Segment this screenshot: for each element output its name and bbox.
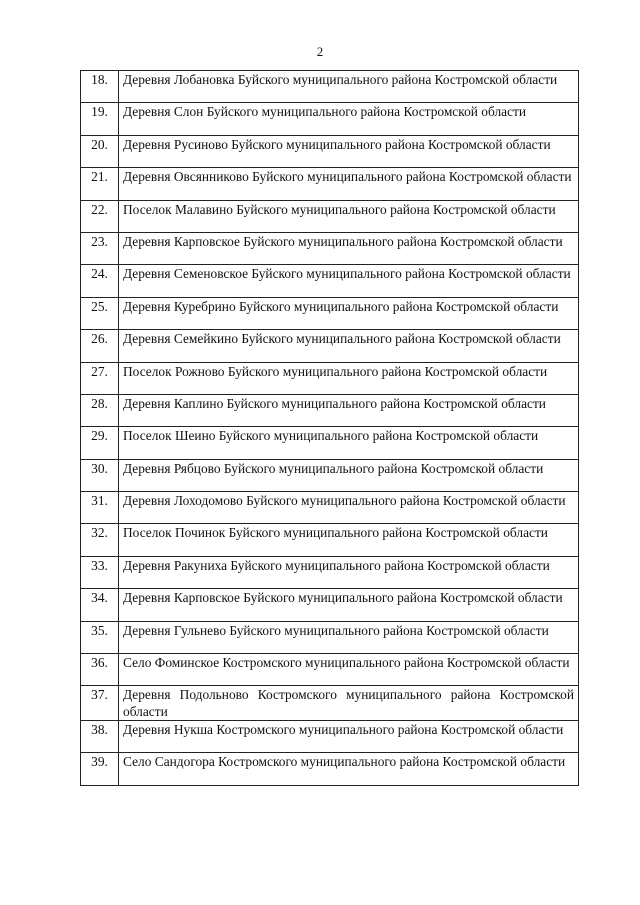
table-row (81, 330, 579, 362)
table-row (81, 427, 579, 459)
table-row (81, 589, 579, 621)
settlement-name: Деревня Нукша Костромского муниципального района Костромской области (119, 720, 579, 752)
row-number: 24. (81, 265, 119, 297)
row-number: 26. (81, 330, 119, 362)
settlement-name: Поселок Шеино Буйского муниципального района Костромской области (119, 427, 579, 459)
table-row (81, 103, 579, 135)
table-row (81, 71, 579, 103)
table-row (81, 362, 579, 394)
table-row (81, 524, 579, 556)
settlement-name: Деревня Рябцово Буйского муниципального района Костромской области (119, 459, 579, 491)
row-number: 33. (81, 556, 119, 588)
table-row (81, 459, 579, 491)
row-number: 19. (81, 103, 119, 135)
table-row (81, 232, 579, 264)
table-row (81, 686, 579, 720)
row-number: 30. (81, 459, 119, 491)
table-row (81, 753, 579, 785)
row-number: 27. (81, 362, 119, 394)
page-number: 2 (316, 44, 324, 59)
table-row (81, 621, 579, 653)
table-row (81, 297, 579, 329)
row-number: 34. (81, 589, 119, 621)
settlement-name: Деревня Ракуниха Буйского муниципального района Костромской области (119, 556, 579, 588)
settlement-name: Деревня Лобановка Буйского муниципального района Костромской области (119, 71, 579, 103)
settlements-table-body (81, 71, 579, 786)
table-row (81, 200, 579, 232)
row-number: 23. (81, 232, 119, 264)
table-row (81, 135, 579, 167)
table-row (81, 654, 579, 686)
settlement-name: Деревня Карповское Буйского муниципального района Костромской области (119, 589, 579, 621)
settlements-table (80, 70, 579, 786)
table-row (81, 265, 579, 297)
settlement-name: Поселок Рожново Буйского муниципального района Костромской области (119, 362, 579, 394)
settlement-name: Деревня Семеновское Буйского муниципального района Костромской области (119, 265, 579, 297)
settlement-name: Село Сандогора Костромского муниципального района Костромской области (119, 753, 579, 785)
settlement-name: Деревня Русиново Буйского муниципального района Костромской области (119, 135, 579, 167)
row-number: 21. (81, 168, 119, 200)
row-number: 32. (81, 524, 119, 556)
settlement-name: Деревня Каплино Буйского муниципального района Костромской области (119, 394, 579, 426)
settlement-name: Деревня Лоходомово Буйского муниципального района Костромской области (119, 492, 579, 524)
settlement-name: Деревня Слон Буйского муниципального района Костромской области (119, 103, 579, 135)
row-number: 38. (81, 720, 119, 752)
row-number: 28. (81, 394, 119, 426)
row-number: 18. (81, 71, 119, 103)
settlement-name: Деревня Куребрино Буйского муниципального района Костромской области (119, 297, 579, 329)
row-number: 35. (81, 621, 119, 653)
settlement-name: Деревня Семейкино Буйского муниципального района Костромской области (119, 330, 579, 362)
row-number: 25. (81, 297, 119, 329)
settlement-name: Деревня Гульнево Буйского муниципального района Костромской области (119, 621, 579, 653)
row-number: 31. (81, 492, 119, 524)
row-number: 20. (81, 135, 119, 167)
row-number: 29. (81, 427, 119, 459)
row-number: 36. (81, 654, 119, 686)
row-number: 37. (81, 686, 119, 720)
table-row (81, 168, 579, 200)
settlement-name: Деревня Карповское Буйского муниципального района Костромской области (119, 232, 579, 264)
table-row (81, 492, 579, 524)
settlement-name: Село Фоминское Костромского муниципального района Костромской области (119, 654, 579, 686)
table-row (81, 720, 579, 752)
row-number: 22. (81, 200, 119, 232)
settlement-name: Поселок Малавино Буйского муниципального района Костромской области (119, 200, 579, 232)
settlement-name: Деревня Подольново Костромского муниципального района Костромской области (119, 686, 579, 720)
table-row (81, 394, 579, 426)
row-number: 39. (81, 753, 119, 785)
settlement-name: Поселок Починок Буйского муниципального района Костромской области (119, 524, 579, 556)
table-row (81, 556, 579, 588)
settlement-name: Деревня Овсянниково Буйского муниципального района Костромской области (119, 168, 579, 200)
